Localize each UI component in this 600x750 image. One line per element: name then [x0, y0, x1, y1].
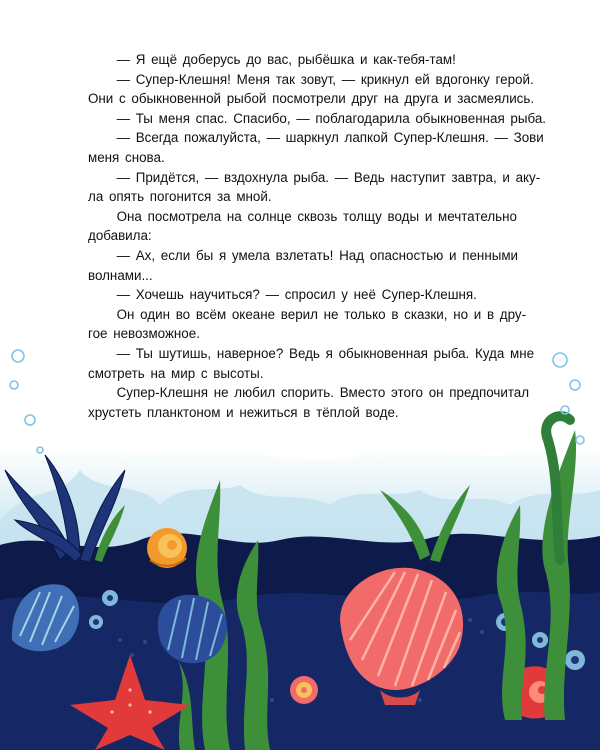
- story-line: волнами...: [88, 267, 153, 283]
- orange-snail-shell: [147, 528, 187, 568]
- blue-scallop: [158, 595, 227, 664]
- story-line: ла опять погонится за мной.: [88, 189, 272, 205]
- story-line: Супер-Клешня не любил спорить. Вместо этого он предпочитал: [116, 385, 530, 401]
- story-line: — Ты шутишь, наверное? Ведь я обыкновенная рыба. Куда мне: [116, 345, 535, 361]
- story-line: гое невозможное.: [88, 326, 200, 342]
- story-text: [88, 50, 547, 422]
- story-line: добавила:: [88, 228, 152, 244]
- story-line: Они с обыкновенной рыбой посмотрели друг на друга и засмеялись.: [88, 91, 535, 107]
- story-line: хрустеть планктоном и нежиться в тёплой воде.: [88, 404, 399, 420]
- story-line: меня снова.: [88, 149, 165, 165]
- story-line: — Ах, если бы я умела взлетать! Над опасностью и пенными: [116, 247, 519, 263]
- story-line: — Хочешь научиться? — спросил у неё Супер-Клешня.: [116, 287, 477, 303]
- story-line: смотреть на мир с высоты.: [88, 365, 264, 381]
- story-line: Он один во всём океане верил не только в сказки, но и в дру-: [116, 306, 527, 322]
- story-line: — Я ещё доберусь до вас, рыбёшка и как-тебя-там!: [116, 52, 456, 67]
- story-line: — Супер-Клешня! Меня так зовут, — крикнул ей вдогонку герой.: [116, 71, 534, 87]
- story-line: — Ты меня спас. Спасибо, — поблагодарила обыкновенная рыба.: [116, 110, 547, 126]
- small-spiral-shell: [290, 676, 318, 704]
- story-line: — Всегда пожалуйста, — шаркнул лапкой Супер-Клешня. — Зови: [116, 130, 544, 146]
- story-line: Она посмотрела на солнце сквозь толщу воды и мечтательно: [116, 208, 517, 224]
- story-line: — Придётся, — вздохнула рыба. — Ведь наступит завтра, и аку-: [116, 169, 541, 185]
